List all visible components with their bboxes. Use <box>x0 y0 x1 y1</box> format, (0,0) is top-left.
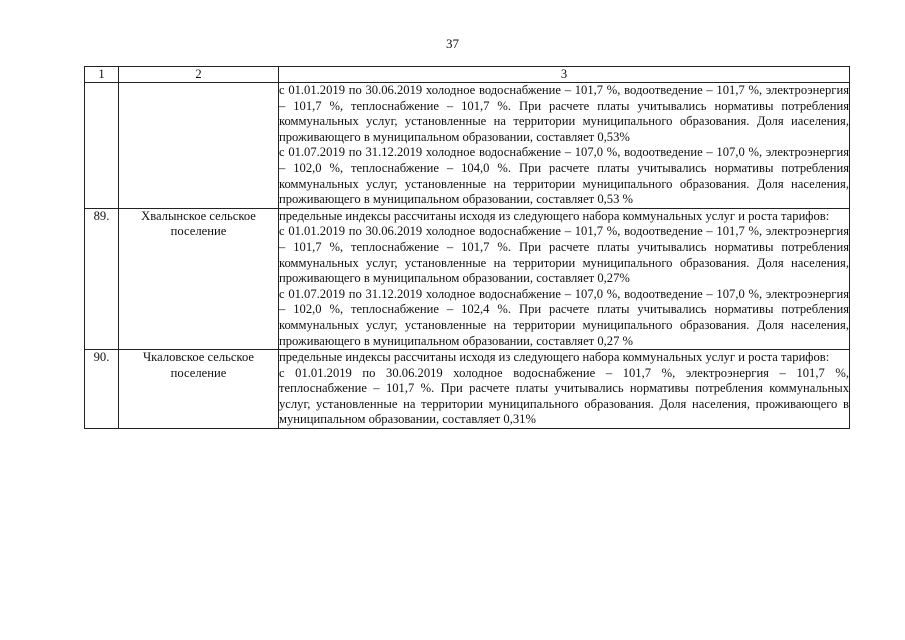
column-header-3: 3 <box>279 67 850 83</box>
tariff-description <box>279 208 850 349</box>
municipality-name: Чкаловское сельское поселение <box>119 350 279 429</box>
tariff-paragraph: с 01.01.2019 по 30.06.2019 холодное водоснабжение – 101,7 %, электроэнергия – 101,7 %, теплоснабжение – 101,7 %. При расчете платы учитывались нормативы потребления коммунальных услуг, установленные на территории муниципального образования. Доля населения, проживающего в муниципальном образовании, составляет 0,31% <box>279 365 849 427</box>
tariff-description <box>279 83 850 209</box>
table-row <box>85 83 850 209</box>
page-number: 37 <box>446 36 459 51</box>
tariff-intro: предельные индексы рассчитаны исходя из следующего набора коммунальных услуг и роста тарифов: <box>279 208 830 223</box>
table-row <box>85 208 850 349</box>
row-number: 89. <box>85 208 119 349</box>
column-header-1: 1 <box>85 67 119 83</box>
table-row <box>85 350 850 429</box>
tariff-description <box>279 350 850 429</box>
tariff-intro: предельные индексы рассчитаны исходя из следующего набора коммунальных услуг и роста тарифов: <box>279 350 830 365</box>
tariff-paragraph: с 01.07.2019 по 31.12.2019 холодное водоснабжение – 107,0 %, водоотведение – 107,0 %, электроэнергия – 102,0 %, теплоснабжение – 102,4 %. При расчете платы учитывались нормативы потребления коммунальных услуг, установленные на территории муниципального образования. Доля населения, проживающего в муниципальном образовании, составляет 0,27 % <box>279 286 849 348</box>
tariff-table <box>84 66 850 429</box>
table-header-row <box>85 67 850 83</box>
tariff-paragraph: с 01.01.2019 по 30.06.2019 холодное водоснабжение – 101,7 %, водоотведение – 101,7 %, электроэнергия – 101,7 %, теплоснабжение – 101,7 %. При расчете платы учитывались нормативы потребления коммунальных услуг, установленные на территории муниципального образования. Доля населения, проживающего в муниципальном образовании, составляет 0,27% <box>279 224 849 286</box>
row-number <box>85 83 119 209</box>
row-number: 90. <box>85 350 119 429</box>
municipality-name: Хвалынское сельское поселение <box>119 208 279 349</box>
municipality-name <box>119 83 279 209</box>
tariff-paragraph: с 01.07.2019 по 31.12.2019 холодное водоснабжение – 107,0 %, водоотведение – 107,0 %, электроэнергия – 102,0 %, теплоснабжение – 104,0 %. При расчете платы учитывались нормативы потребления коммунальных услуг, установленные на территории муниципального образования. Доля населения, проживающего в муниципальном образовании, составляет 0,53 % <box>279 145 849 207</box>
tariff-paragraph: с 01.01.2019 по 30.06.2019 холодное водоснабжение – 101,7 %, водоотведение – 101,7 %, электроэнергия – 101,7 %, теплоснабжение – 101,7 %. При расчете платы учитывались нормативы потребления коммунальных услуг, установленные на территории муниципального образования. Доля иаселения, проживающего в муниципальном образовании, составляет 0,53% <box>279 83 849 144</box>
column-header-2: 2 <box>119 67 279 83</box>
